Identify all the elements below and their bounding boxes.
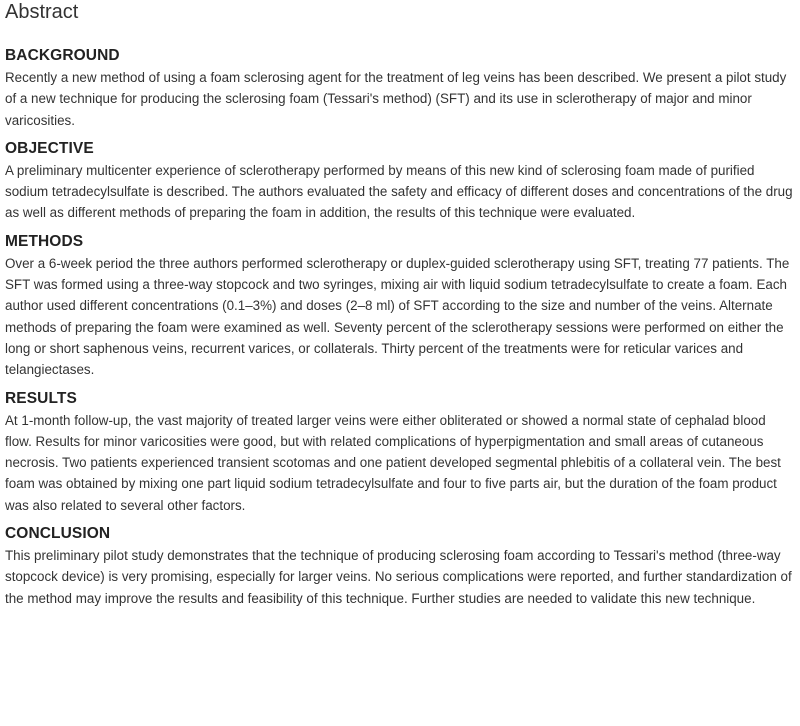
abstract-title: Abstract	[5, 1, 79, 23]
section-background	[5, 45, 794, 131]
section-heading-conclusion: CONCLUSION	[5, 525, 111, 543]
section-text-methods: Over a 6-week period the three authors performed sclerotherapy or duplex-guided sclerotherapy using SFT, treating 77 patients. The SFT was formed using a three-way stopcock and two syringes, mixing air with liquid sodium tetradecylsulfate to create a foam. Each author used different concentrations (0.1–3%) and doses (2–8 ml) of SFT according to the size and number of the veins. Alternate methods of preparing the foam were examined as well. Seventy percent of the sclerotherapy sessions were performed on either the long or short saphenous veins, recurrent varices, or collaterals. Thirty percent of the treatments were for reticular varices and telangiectases.	[5, 255, 790, 378]
section-objective	[5, 138, 794, 224]
section-text-objective: A preliminary multicenter experience of sclerotherapy performed by means of this new kind of sclerosing foam made of purified sodium tetradecylsulfate is described. The authors evaluated the safety and efficacy of different doses and concentrations of the drug as well as different methods of preparing the foam in addition, the results of this technique were evaluated.	[5, 162, 793, 221]
section-text-background: Recently a new method of using a foam sclerosing agent for the treatment of leg veins has been described. We present a pilot study of a new technique for producing the sclerosing foam (Tessari's method) (SFT) and its use in sclerotherapy of major and minor varicosities.	[5, 70, 787, 128]
section-text-results: At 1-month follow-up, the vast majority of treated larger veins were either obliterated or showed a normal state of cephalad blood flow. Results for minor varicosities were good, but with related complications of hyperpigmentation and small areas of cutaneous necrosis. Two patients experienced transient scotomas and one patient developed segmental phlebitis of a collateral vein. The best foam was obtained by mixing one part liquid sodium tetradecylsulfate and four to five parts air, but the duration of the foam product was also related to several other factors.	[5, 412, 781, 513]
section-text-conclusion: This preliminary pilot study demonstrates that the technique of producing sclerosing foam according to Tessari's method (three-way stopcock device) is very promising, especially for larger veins. No serious complications were reported, and further standardization of the method may improve the results and feasibility of this technique. Further studies are needed to validate this new technique.	[5, 548, 792, 606]
section-conclusion	[5, 523, 794, 609]
section-results	[5, 388, 794, 516]
section-heading-background: BACKGROUND	[5, 47, 120, 64]
section-heading-results: RESULTS	[5, 389, 77, 407]
section-methods	[5, 231, 794, 381]
section-heading-objective: OBJECTIVE	[5, 139, 94, 157]
section-heading-methods: METHODS	[5, 232, 84, 250]
